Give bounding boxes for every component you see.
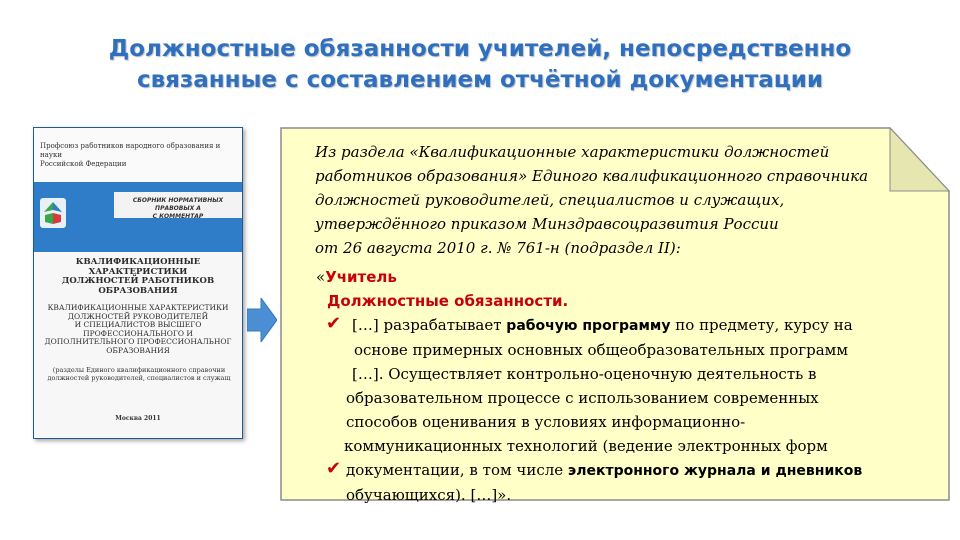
cover-city-year: Москва 2011	[115, 415, 161, 422]
union-logo-icon	[40, 198, 66, 228]
duty-line-7: ✔ документации, в том числе электронного журнала и дневников	[326, 458, 863, 479]
cover-heading: КВАЛИФИКАЦИОННЫЕ ХАРАКТЕРИСТИКИ ДОЛЖНОСТЕЙ РАБОТНИКОВ ОБРАЗОВАНИЯ	[61, 257, 215, 296]
duty-line-6: коммуникационных технологий (ведение электронных форм	[344, 437, 828, 455]
checkmark-icon: ✔	[326, 313, 342, 334]
cover-body	[34, 252, 242, 438]
slide-title-line-1: Должностные обязанности учителей, непосредственно	[108, 36, 852, 62]
slide-title	[20, 34, 940, 96]
book-cover-image	[33, 127, 243, 439]
role-line: «Учитель	[316, 268, 397, 286]
duty-line-2: основе примерных основных общеобразовательных программ	[354, 341, 849, 359]
job-duties-quote	[316, 265, 936, 507]
duty-line-5: способов оценивания в условиях информационно-	[346, 413, 746, 431]
duty-line-8: обучающихся). […]».	[346, 486, 512, 504]
duties-label-line: Должностные обязанности.	[327, 292, 569, 310]
source-intro: Из раздела «Квалификационные характеристики должностей работников образования» Единого квалификационного справочника должностей руководителей, специалистов и служащих, утверждённого приказом Минздравсоцразвития России от 26 августа 2010 г. № 761-н (подраздел II):	[315, 143, 869, 257]
checkmark-icon: ✔	[326, 458, 342, 479]
duty-line-4: образовательном процессе с использованием современных	[346, 389, 819, 407]
slide-title-line-2: связанные с составлением отчётной документации	[136, 67, 824, 93]
cover-publisher: Профсоюз работников народного образования и науки Российской Федерации	[40, 142, 221, 168]
cover-header	[34, 128, 242, 182]
cover-small-text: (разделы Единого квалификационного справочни должностей руководителей, специалистов и служащ	[47, 366, 231, 382]
cover-banner: СБОРНИК НОРМАТИВНЫХ ПРАВОВЫХ А С КОММЕНТАР	[114, 192, 242, 218]
arrow-right-icon	[247, 298, 277, 342]
duty-line-3: […]. Осуществляет контрольно-оценочную деятельность в	[352, 365, 817, 383]
duty-line-1: ✔ […] разрабатывает рабочую программу по предмету, курсу на	[326, 313, 853, 334]
cover-subheading: КВАЛИФИКАЦИОННЫЕ ХАРАКТЕРИСТИКИ ДОЛЖНОСТЕЙ РУКОВОДИТЕЛЕЙ И СПЕЦИАЛИСТОВ ВЫСШЕГО ПРОФЕССИОНАЛЬНОГО И ДОПОЛНИТЕЛЬНОГО ПРОФЕССИОНАЛЬНОГ ОБРАЗОВАНИЯ	[44, 303, 232, 355]
role-name: Учитель	[325, 268, 397, 286]
